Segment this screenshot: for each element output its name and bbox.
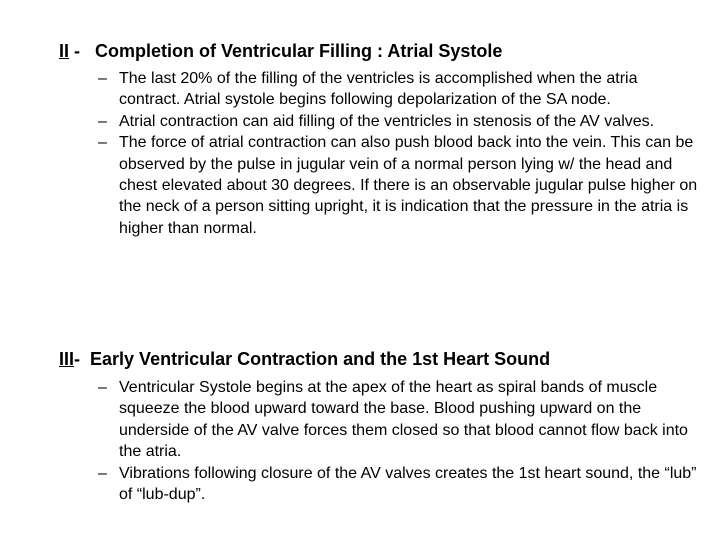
- bullet-dash: –: [98, 464, 107, 482]
- section-separator: -: [74, 349, 91, 369]
- bullet-item: [98, 377, 698, 463]
- bullet-list-iii: [98, 377, 698, 505]
- bullet-text: Atrial contraction can aid filling of the ventricles in stenosis of the AV valves.: [119, 112, 655, 130]
- section-heading-iii: [59, 348, 550, 370]
- bullet-text: Vibrations following closure of the AV valves creates the 1st heart sound, the “lub” of “lub-dup”.: [119, 464, 697, 504]
- section-heading-ii: [59, 40, 502, 62]
- bullet-dash: –: [98, 112, 107, 130]
- bullet-item: [98, 111, 698, 132]
- bullet-item: [98, 463, 698, 506]
- bullet-list-ii: [98, 68, 698, 239]
- bullet-item: [98, 132, 698, 239]
- bullet-item: [98, 68, 698, 111]
- bullet-dash: –: [98, 379, 107, 396]
- bullet-dash: –: [98, 70, 107, 87]
- section-separator: -: [69, 41, 96, 61]
- section-title: Early Ventricular Contraction and the 1st Heart Sound: [90, 349, 551, 369]
- bullet-text: Ventricular Systole begins at the apex of the heart as spiral bands of muscle squeeze the blood upward toward the base. Blood pushing upward on the underside of the AV valve forces them closed so that blood cannot flow back into the atria.: [119, 379, 688, 461]
- bullet-text: The force of atrial contraction can also push blood back into the vein. This can be observed by the pulse in jugular vein of a normal person lying w/ the head and chest elevated about 30 degrees. If there is an observable jugular pulse higher on the neck of a person sitting upright, it is indication that the pressure in the atria is higher than normal.: [119, 134, 698, 237]
- section-numeral: III: [59, 349, 75, 369]
- bullet-text: The last 20% of the filling of the ventricles is accomplished when the atria contract. Atrial systole begins following depolarization of the SA node.: [119, 70, 638, 109]
- bullet-dash: –: [98, 134, 107, 152]
- section-numeral: II: [59, 41, 70, 61]
- section-title: Completion of Ventricular Filling : Atrial Systole: [95, 41, 503, 61]
